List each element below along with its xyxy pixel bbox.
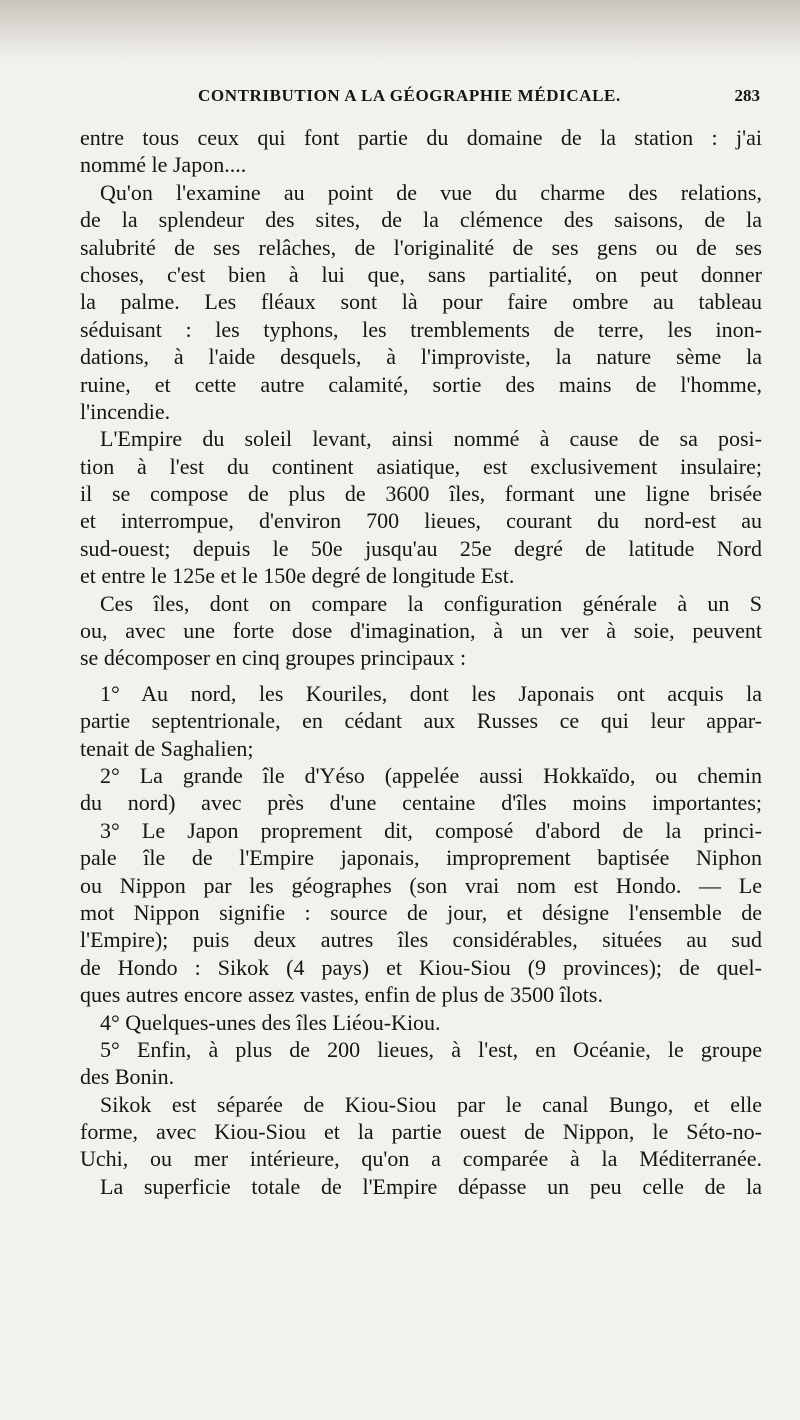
page-edge-shadow bbox=[0, 0, 800, 60]
text-line: salubrité de ses relâches, de l'originalité de ses gens ou de ses bbox=[80, 234, 762, 260]
text-line: ou Nippon par les géographes (son vrai nom est Hondo. — Le bbox=[80, 872, 762, 898]
text-line: choses, c'est bien à lui que, sans partialité, on peut donner bbox=[80, 261, 762, 287]
text-line: pale île de l'Empire japonais, improprement baptisée Niphon bbox=[80, 845, 762, 871]
text-line: et entre le 125e et le 150e degré de longitude Est. bbox=[80, 563, 515, 589]
text-line: tenait de Saghalien; bbox=[80, 735, 254, 761]
page-number: 283 bbox=[734, 86, 760, 105]
running-head: CONTRIBUTION A LA GÉOGRAPHIE MÉDICALE. bbox=[198, 86, 621, 105]
text-line: 1° Au nord, les Kouriles, dont les Japonais ont acquis la bbox=[100, 680, 762, 706]
text-line: nommé le Japon.... bbox=[80, 152, 247, 178]
text-line: du nord) avec près d'une centaine d'îles moins importantes; bbox=[80, 790, 762, 816]
text-line: L'Empire du soleil levant, ainsi nommé à cause de sa posi- bbox=[100, 426, 762, 452]
text-line: mot Nippon signifie : source de jour, et désigne l'ensemble de bbox=[80, 899, 762, 925]
text-line: Qu'on l'examine au point de vue du charme des relations, bbox=[100, 179, 762, 205]
body-text bbox=[80, 124, 762, 1200]
text-line: et interrompue, d'environ 700 lieues, courant du nord-est au bbox=[80, 508, 762, 534]
text-line: Uchi, ou mer intérieure, qu'on a comparée à la Méditerranée. bbox=[80, 1146, 762, 1172]
text-line: Sikok est séparée de Kiou-Siou par le canal Bungo, et elle bbox=[100, 1091, 762, 1117]
page-header bbox=[80, 86, 760, 114]
text-line: 2° La grande île d'Yéso (appelée aussi Hokkaïdo, ou chemin bbox=[100, 762, 762, 788]
text-line: l'incendie. bbox=[80, 398, 171, 424]
text-line: entre tous ceux qui font partie du domaine de la station : j'ai bbox=[80, 125, 762, 150]
text-line: 5° Enfin, à plus de 200 lieues, à l'est, en Océanie, le groupe bbox=[100, 1036, 762, 1062]
text-line: l'Empire); puis deux autres îles considérables, situées au sud bbox=[80, 927, 762, 953]
text-line: de Hondo : Sikok (4 pays) et Kiou-Siou (9 provinces); de quel- bbox=[80, 954, 762, 980]
text-line: ruine, et cette autre calamité, sortie des mains de l'homme, bbox=[80, 371, 762, 397]
text-line: La superficie totale de l'Empire dépasse un peu celle de la bbox=[100, 1173, 762, 1199]
text-line: la palme. Les fléaux sont là pour faire ombre au tableau bbox=[80, 289, 762, 315]
text-line: se décomposer en cinq groupes principaux : bbox=[80, 645, 467, 671]
text-line: tion à l'est du continent asiatique, est exclusivement insulaire; bbox=[80, 453, 762, 479]
text-line: partie septentrionale, en cédant aux Russes ce qui leur appar- bbox=[80, 708, 762, 734]
text-line: séduisant : les typhons, les tremblements de terre, les inon- bbox=[80, 316, 762, 342]
text-line: ques autres encore assez vastes, enfin de plus de 3500 îlots. bbox=[80, 982, 603, 1008]
text-line: 3° Le Japon proprement dit, composé d'abord de la princi- bbox=[100, 817, 762, 843]
text-line: des Bonin. bbox=[80, 1064, 175, 1090]
text-line: Ces îles, dont on compare la configuration générale à un S bbox=[100, 590, 762, 616]
text-line: sud-ouest; depuis le 50e jusqu'au 25e degré de latitude Nord bbox=[80, 535, 762, 561]
text-line: ou, avec une forte dose d'imagination, à un ver à soie, peuvent bbox=[80, 618, 762, 644]
text-line: forme, avec Kiou-Siou et la partie ouest de Nippon, le Séto-no- bbox=[80, 1119, 762, 1145]
text-line: 4° Quelques-unes des îles Liéou-Kiou. bbox=[100, 1009, 441, 1035]
text-line: il se compose de plus de 3600 îles, formant une ligne brisée bbox=[80, 481, 762, 507]
text-line: de la splendeur des sites, de la clémence des saisons, de la bbox=[80, 207, 762, 233]
text-line: dations, à l'aide desquels, à l'improviste, la nature sème la bbox=[80, 344, 762, 370]
